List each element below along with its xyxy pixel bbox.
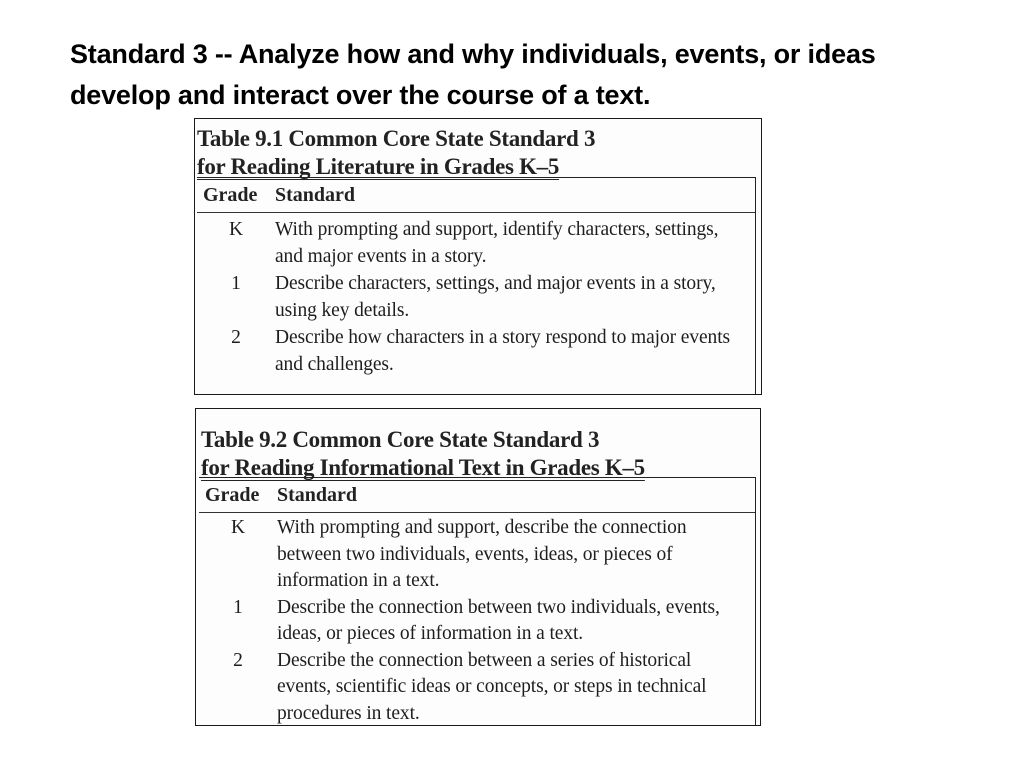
table-row bbox=[197, 270, 755, 324]
grade-cell: 1 bbox=[233, 596, 243, 618]
table-caption-line2: for Reading Informational Text in Grades K–5 bbox=[201, 455, 645, 480]
table-header-row bbox=[199, 478, 755, 513]
table-caption-line1: Table 9.2 Common Core State Standard 3 bbox=[201, 427, 600, 452]
table-row bbox=[199, 595, 755, 648]
slide-title: Standard 3 -- Analyze how and why individuals, events, or ideas develop and interact over the course of a text. bbox=[70, 39, 876, 110]
standards-table bbox=[197, 177, 756, 395]
standard-cell: Describe characters, settings, and major events in a story, using key details. bbox=[275, 273, 716, 321]
table-row bbox=[199, 648, 755, 727]
table-9-2-image bbox=[195, 408, 761, 726]
standards-table bbox=[199, 477, 756, 726]
standard-cell: Describe the connection between a series of historical events, scientific ideas or concepts, or steps in technical procedures in text. bbox=[277, 649, 707, 724]
standard-cell: Describe the connection between two individuals, events, ideas, or pieces of information in a text. bbox=[277, 596, 720, 644]
standard-column-header: Standard bbox=[277, 483, 358, 506]
grade-cell: K bbox=[231, 517, 245, 538]
grade-cell: 2 bbox=[231, 327, 241, 348]
standard-cell: With prompting and support, describe the connection between two individuals, events, ideas, or pieces of information in a text. bbox=[277, 517, 687, 591]
table-row bbox=[199, 515, 755, 595]
table-caption bbox=[201, 426, 645, 482]
table-row bbox=[197, 216, 755, 270]
grade-cell: 2 bbox=[233, 649, 243, 671]
standard-cell: Describe how characters in a story respond to major events and challenges. bbox=[275, 327, 731, 375]
table-9-1-image bbox=[194, 118, 762, 395]
table-caption-line1: Table 9.1 Common Core State Standard 3 bbox=[197, 126, 596, 151]
table-caption-line2: for Reading Literature in Grades K–5 bbox=[197, 154, 560, 179]
table-row bbox=[197, 324, 755, 378]
grade-column-header: Grade bbox=[205, 483, 260, 506]
standard-column-header: Standard bbox=[275, 183, 356, 206]
grade-cell: 1 bbox=[231, 273, 241, 294]
grade-cell: K bbox=[229, 219, 243, 240]
grade-column-header: Grade bbox=[203, 183, 258, 206]
standard-cell: With prompting and support, identify characters, settings, and major events in a story. bbox=[275, 219, 719, 267]
table-caption bbox=[197, 125, 595, 181]
table-header-row bbox=[197, 178, 755, 213]
